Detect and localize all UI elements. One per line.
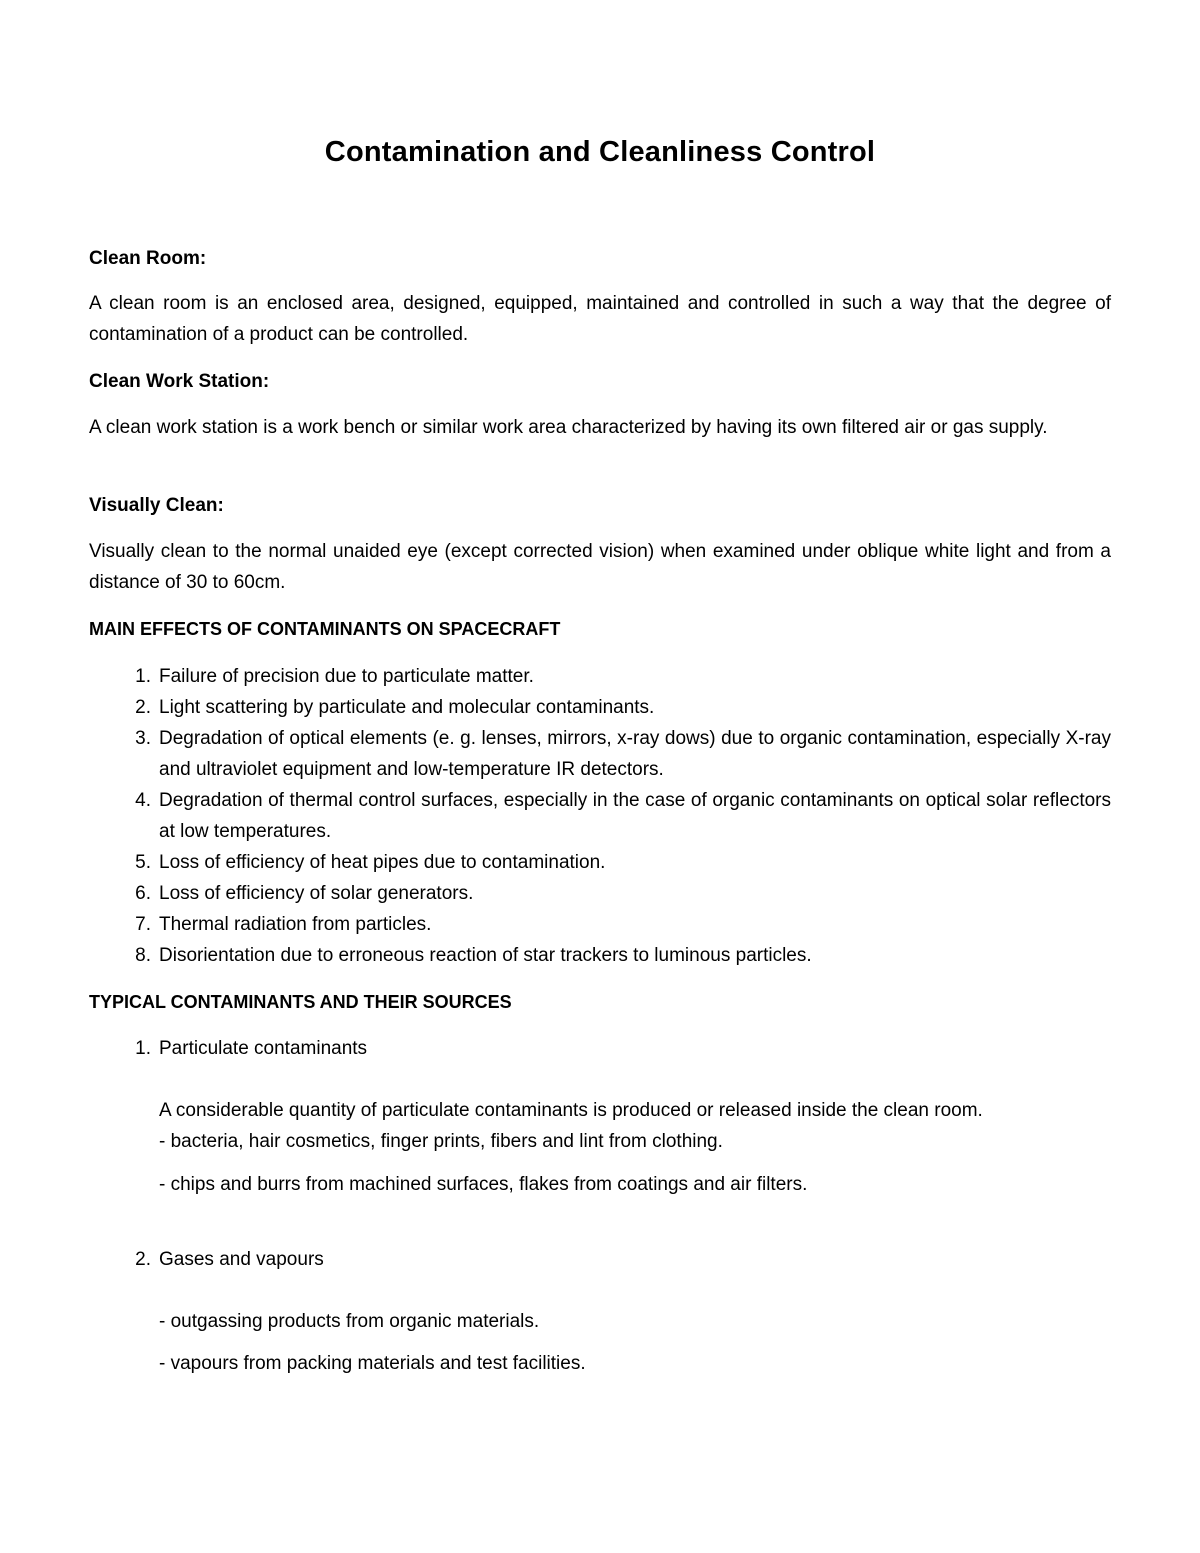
list-bullet: - vapours from packing materials and test facilities. [159, 1353, 586, 1374]
list-item-text: Gases and vapours [159, 1249, 324, 1270]
list-item-text: Thermal radiation from particles. [159, 914, 432, 935]
list-item [89, 878, 1111, 909]
list-item-number: 6. [135, 883, 151, 904]
list-item-number: 2. [135, 1249, 151, 1270]
list-item-number: 8. [135, 945, 151, 966]
list-item-text: Loss of efficiency of heat pipes due to contamination. [159, 852, 606, 873]
main-effects-heading: MAIN EFFECTS OF CONTAMINANTS ON SPACECRAFT [89, 619, 561, 639]
list-item-number: 1. [135, 1038, 151, 1059]
list-item-text: Failure of precision due to particulate matter. [159, 666, 534, 687]
list-item-number: 4. [135, 790, 151, 811]
list-bullet: - outgassing products from organic materials. [159, 1311, 540, 1332]
list-item [89, 940, 1111, 971]
list-item-text: Degradation of optical elements (e. g. lenses, mirrors, x-ray dows) due to organic contamination, especially X-ray and ultraviolet equipment and low-temperature IR detectors. [159, 728, 1111, 780]
list-item-text: Light scattering by particulate and molecular contaminants. [159, 697, 655, 718]
list-item [89, 692, 1111, 723]
list-item [89, 1033, 1111, 1064]
clean-room-heading: Clean Room: [89, 248, 207, 269]
list-bullet: - chips and burrs from machined surfaces, flakes from coatings and air filters. [159, 1174, 808, 1195]
list-item [89, 1244, 1111, 1275]
typical-contaminants-heading: TYPICAL CONTAMINANTS AND THEIR SOURCES [89, 992, 512, 1012]
list-item [89, 661, 1111, 692]
clean-work-station-definition: A clean work station is a work bench or similar work area characterized by having its own filtered air or gas supply. [89, 417, 1048, 438]
particulate-intro: A considerable quantity of particulate contaminants is produced or released inside the clean room. [159, 1100, 983, 1121]
clean-room-definition: A clean room is an enclosed area, designed, equipped, maintained and controlled in such a way that the degree of contamination of a product can be controlled. [89, 293, 1111, 345]
list-item-text: Disorientation due to erroneous reaction of star trackers to luminous particles. [159, 945, 812, 966]
page-title: Contamination and Cleanliness Control [324, 136, 876, 168]
visually-clean-heading: Visually Clean: [89, 495, 224, 516]
clean-work-station-heading: Clean Work Station: [89, 371, 270, 392]
list-item-number: 2. [135, 697, 151, 718]
list-bullet: - bacteria, hair cosmetics, finger prints, fibers and lint from clothing. [159, 1131, 723, 1152]
list-item [89, 785, 1111, 847]
list-item [89, 909, 1111, 940]
list-item-number: 3. [135, 728, 151, 749]
list-item-number: 7. [135, 914, 151, 935]
list-item-text: Loss of efficiency of solar generators. [159, 883, 474, 904]
list-item-text: Particulate contaminants [159, 1038, 368, 1059]
list-item-number: 5. [135, 852, 151, 873]
list-item-number: 1. [135, 666, 151, 687]
list-item-text: Degradation of thermal control surfaces, especially in the case of organic contaminants on optical solar reflectors at low temperatures. [159, 790, 1111, 842]
list-item [89, 847, 1111, 878]
visually-clean-definition: Visually clean to the normal unaided eye (except corrected vision) when examined under oblique white light and from a distance of 30 to 60cm. [89, 541, 1111, 593]
list-item [89, 723, 1111, 785]
